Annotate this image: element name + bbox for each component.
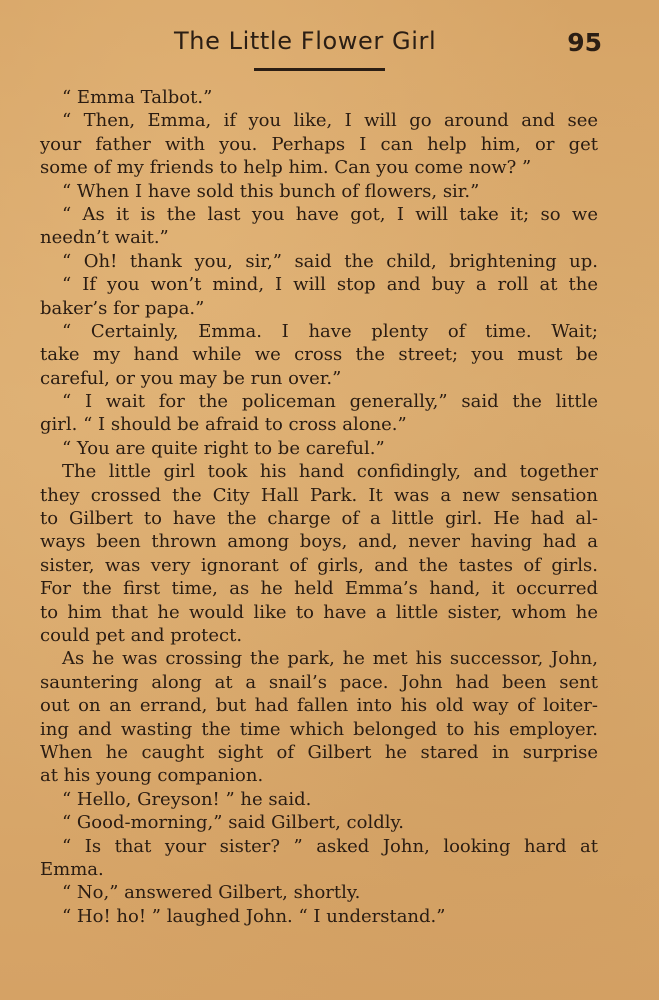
text-line: careful, or you may be run over.” bbox=[40, 367, 342, 389]
text-line: ways been thrown among boys, and, never having had a bbox=[40, 531, 598, 553]
text-line: girl. “ I should be afraid to cross alone.” bbox=[40, 414, 407, 436]
text-line: “ Emma Talbot.” bbox=[62, 87, 213, 108]
text-line: “ Ho! ho! ” laughed John. “ I understand.” bbox=[62, 905, 446, 927]
text-line: “ Then, Emma, if you like, I will go around and see bbox=[62, 110, 598, 132]
text-line: “ Oh! thank you, sir,” said the child, brightening up. bbox=[62, 250, 598, 272]
body-text bbox=[40, 86, 598, 928]
running-title: The Little Flower Girl bbox=[174, 27, 437, 55]
text-line: “ I wait for the policeman generally,” said the little bbox=[62, 391, 598, 413]
page-number: 95 bbox=[567, 28, 602, 57]
text-line: The little girl took his hand confidingly, and together bbox=[62, 461, 598, 483]
text-line: “ Good-morning,” said Gilbert, coldly. bbox=[62, 812, 404, 834]
header-rule bbox=[254, 68, 385, 71]
text-line: could pet and protect. bbox=[40, 624, 243, 646]
text-line: “ Is that your sister? ” asked John, looking hard at bbox=[62, 835, 598, 857]
text-line: sauntering along at a snail’s pace. John had been sent bbox=[40, 671, 598, 693]
text-line: to him that he would like to have a little sister, whom he bbox=[40, 601, 598, 623]
text-line: “ Certainly, Emma. I have plenty of time. Wait; bbox=[62, 320, 598, 342]
text-line: “ When I have sold this bunch of flowers, sir.” bbox=[62, 180, 480, 202]
text-line: When he caught sight of Gilbert he stared in surprise bbox=[40, 741, 598, 763]
text-line: your father with you. Perhaps I can help him, or get bbox=[40, 133, 598, 155]
text-line: to Gilbert to have the charge of a little girl. He had al- bbox=[40, 508, 598, 530]
text-line: “ If you won’t mind, I will stop and buy a roll at the bbox=[62, 274, 598, 296]
text-line: ing and wasting the time which belonged to his employer. bbox=[40, 718, 598, 740]
text-line: sister, was very ignorant of girls, and the tastes of girls. bbox=[40, 554, 598, 576]
text-line: at his young companion. bbox=[40, 765, 264, 787]
text-line: take my hand while we cross the street; you must be bbox=[40, 344, 598, 366]
text-line: needn’t wait.” bbox=[40, 227, 169, 249]
text-line: baker’s for papa.” bbox=[40, 297, 205, 319]
text-line: “ As it is the last you have got, I will take it; so we bbox=[62, 203, 598, 225]
text-line: “ No,” answered Gilbert, shortly. bbox=[62, 882, 361, 904]
text-line: they crossed the City Hall Park. It was a new sensation bbox=[40, 484, 598, 506]
text-line: As he was crossing the park, he met his successor, John, bbox=[62, 648, 598, 670]
text-line: out on an errand, but had fallen into his old way of loiter- bbox=[40, 695, 598, 717]
text-line: some of my friends to help him. Can you come now? ” bbox=[40, 157, 532, 179]
text-line: “ You are quite right to be careful.” bbox=[62, 437, 385, 459]
page-header bbox=[0, 27, 659, 61]
text-line: Emma. bbox=[40, 858, 104, 880]
text-line: “ Hello, Greyson! ” he said. bbox=[62, 788, 312, 810]
text-line: For the first time, as he held Emma’s hand, it occurred bbox=[40, 578, 598, 600]
